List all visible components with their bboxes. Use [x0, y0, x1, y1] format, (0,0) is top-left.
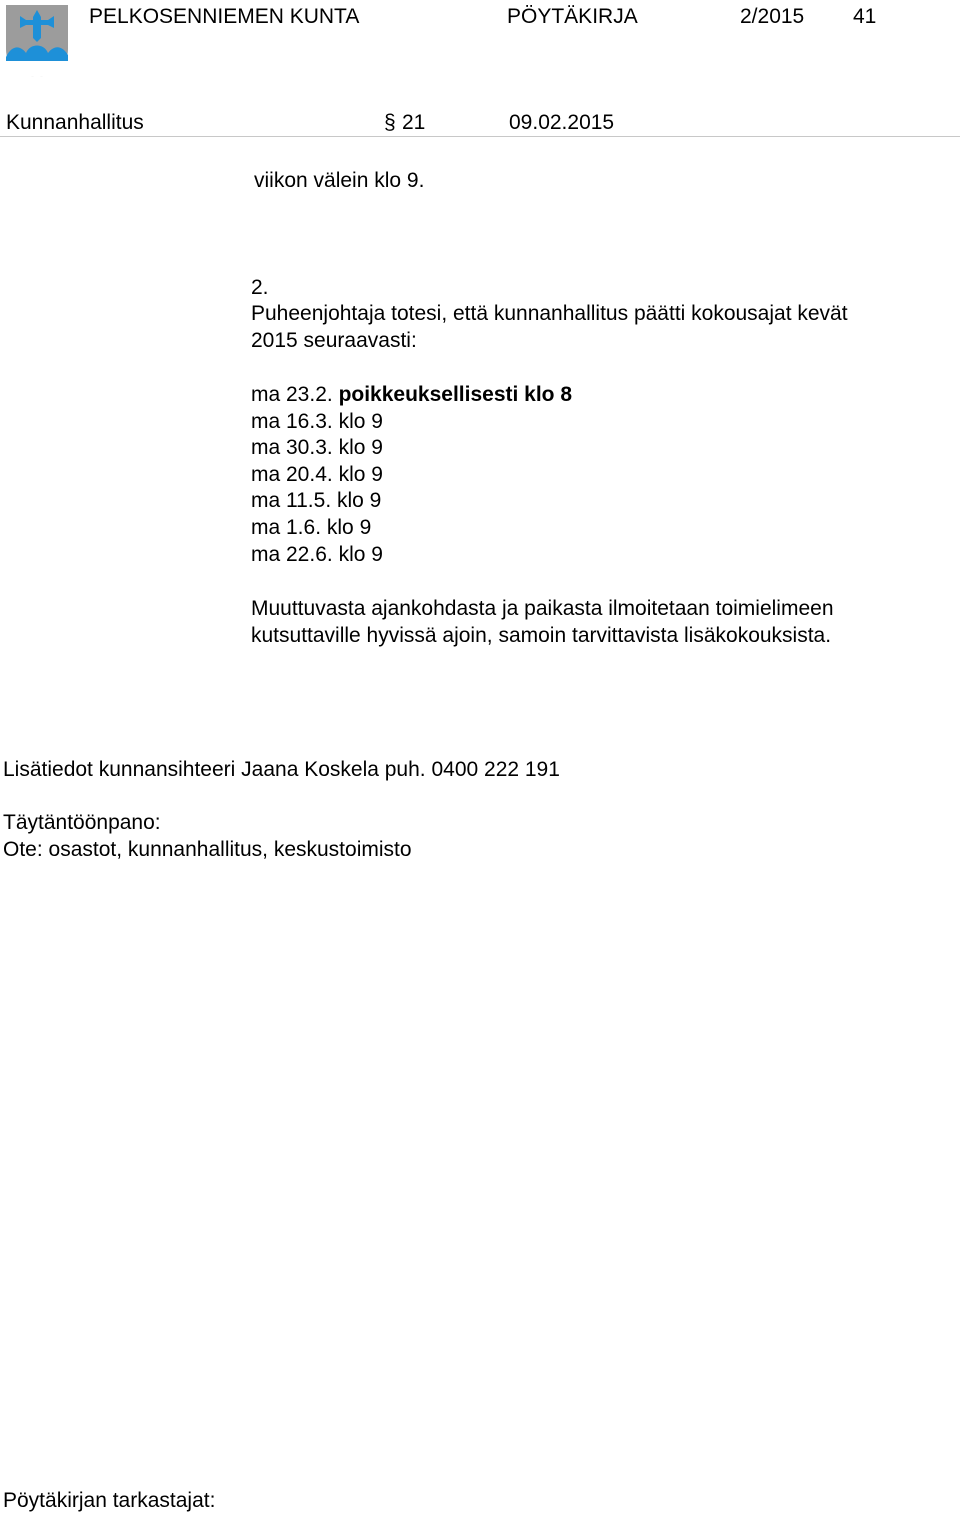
notice-line-2: kutsuttaville hyvissä ajoin, samoin tarvittavista lisäkokouksista. — [251, 624, 832, 647]
schedule-day: ma 20.4. — [251, 462, 333, 486]
schedule-note: klo 9 — [326, 515, 372, 539]
section-symbol: § — [384, 111, 396, 134]
document-type: PÖYTÄKIRJA — [507, 5, 638, 28]
schedule-day: ma 16.3. — [251, 409, 333, 433]
schedule-day: ma 22.6. — [251, 542, 333, 566]
intro-line-1: Puheenjohtaja totesi, että kunnanhallitus päätti kokousajat kevät — [251, 302, 848, 325]
schedule-item — [251, 409, 572, 436]
municipal-crest-logo — [4, 3, 70, 79]
meeting-body: Kunnanhallitus — [6, 111, 144, 134]
schedule-note: klo 9 — [338, 462, 383, 486]
schedule-day: ma 23.2. — [251, 383, 333, 406]
schedule-item — [251, 435, 572, 462]
schedule-note: poikkeuksellisesti klo 8 — [338, 383, 573, 406]
header-divider — [0, 136, 960, 137]
schedule-note: klo 9 — [338, 409, 383, 433]
schedule-item — [251, 542, 572, 569]
meeting-schedule-list — [251, 382, 572, 568]
schedule-note: klo 9 — [338, 436, 383, 460]
contact-info: Lisätiedot kunnansihteeri Jaana Koskela puh. 0400 222 191 — [3, 758, 560, 781]
schedule-item — [251, 515, 572, 542]
document-number: 2/2015 — [740, 5, 805, 28]
schedule-item — [251, 462, 572, 489]
extract-recipients: Ote: osastot, kunnanhallitus, keskustoimisto — [3, 838, 412, 861]
schedule-item — [251, 382, 572, 409]
notice-line-1: Muuttuvasta ajankohdasta ja paikasta ilmoitetaan toimielimeen — [251, 597, 834, 620]
continued-line: viikon välein klo 9. — [254, 169, 425, 192]
municipality-name: PELKOSENNIEMEN KUNTA — [89, 5, 360, 28]
schedule-day: ma 11.5. — [251, 489, 332, 513]
schedule-day: ma 1.6. — [251, 515, 322, 539]
item-number: 2. — [251, 276, 269, 299]
schedule-item — [251, 488, 572, 515]
schedule-note: klo 9 — [338, 542, 383, 566]
implementation-label: Täytäntöönpano: — [3, 811, 161, 834]
intro-line-2: 2015 seuraavasti: — [251, 329, 417, 352]
meeting-date: 09.02.2015 — [509, 111, 615, 134]
reviewers-label: Pöytäkirjan tarkastajat: — [3, 1489, 216, 1512]
schedule-day: ma 30.3. — [251, 436, 333, 460]
page-number: 41 — [853, 5, 877, 28]
section-number: 21 — [402, 111, 426, 134]
schedule-note: klo 9 — [337, 489, 382, 513]
